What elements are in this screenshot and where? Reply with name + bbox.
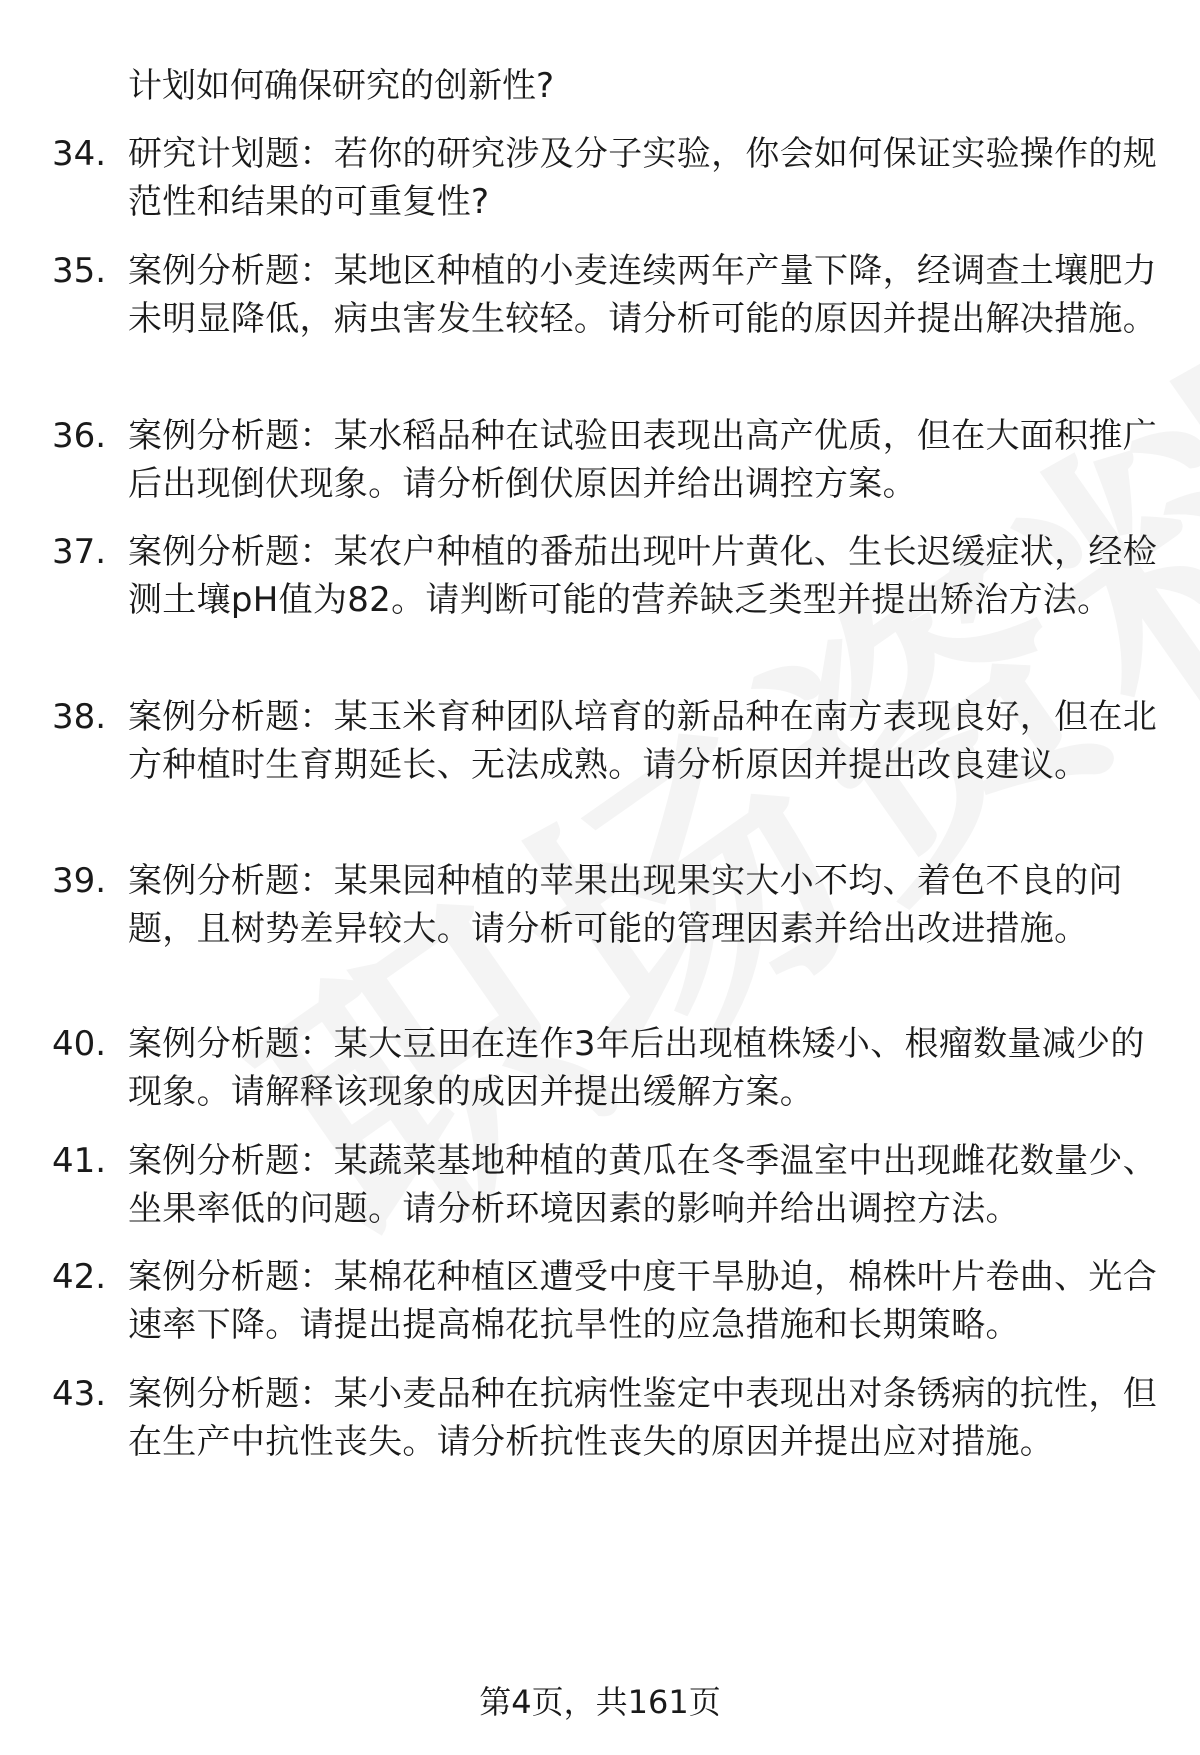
question-number: 37. bbox=[52, 532, 107, 572]
question-number: 41. bbox=[52, 1141, 107, 1181]
question-number: 42. bbox=[52, 1257, 107, 1297]
question-number: 39. bbox=[52, 861, 107, 901]
question-text: 案例分析题：某小麦品种在抗病性鉴定中表现出对条锈病的抗性，但在生产中抗性丧失。请分析抗性丧失的原因并提出应对措施。 bbox=[128, 1374, 1157, 1462]
question-text: 案例分析题：某果园种植的苹果出现果实大小不均、着色不良的问题，且树势差异较大。请分析可能的管理因素并给出改进措施。 bbox=[128, 861, 1123, 949]
question-number: 36. bbox=[52, 416, 107, 456]
page-footer: 第4页，共161页 bbox=[479, 1683, 721, 1721]
question-number: 38. bbox=[52, 697, 107, 737]
question-text: 案例分析题：某地区种植的小麦连续两年产量下降，经调查土壤肥力未明显降低，病虫害发生较轻。请分析可能的原因并提出解决措施。 bbox=[128, 251, 1157, 339]
question-number: 40. bbox=[52, 1024, 107, 1064]
question-text: 案例分析题：某大豆田在连作3年后出现植株矮小、根瘤数量减少的现象。请解释该现象的成因并提出缓解方案。 bbox=[128, 1024, 1145, 1112]
question-number: 35. bbox=[52, 251, 107, 291]
question-text: 案例分析题：某蔬菜基地种植的黄瓜在冬季温室中出现雌花数量少、坐果率低的问题。请分析环境因素的影响并给出调控方法。 bbox=[128, 1141, 1157, 1229]
question-text: 研究计划题：若你的研究涉及分子实验，你会如何保证实验操作的规范性和结果的可重复性? bbox=[128, 134, 1157, 222]
question-number: 34. bbox=[52, 134, 107, 174]
question-text: 案例分析题：某棉花种植区遭受中度干旱胁迫，棉株叶片卷曲、光合速率下降。请提出提高棉花抗旱性的应急措施和长期策略。 bbox=[128, 1257, 1157, 1345]
continuation-text: 计划如何确保研究的创新性? bbox=[128, 66, 555, 106]
question-text: 案例分析题：某玉米育种团队培育的新品种在南方表现良好，但在北方种植时生育期延长、无法成熟。请分析原因并提出改良建议。 bbox=[128, 697, 1157, 785]
question-text: 案例分析题：某农户种植的番茄出现叶片黄化、生长迟缓症状，经检测土壤pH值为82。请判断可能的营养缺乏类型并提出矫治方法。 bbox=[128, 532, 1157, 620]
question-number: 43. bbox=[52, 1374, 107, 1414]
question-text: 案例分析题：某水稻品种在试验田表现出高产优质，但在大面积推广后出现倒伏现象。请分析倒伏原因并给出调控方案。 bbox=[128, 416, 1157, 504]
